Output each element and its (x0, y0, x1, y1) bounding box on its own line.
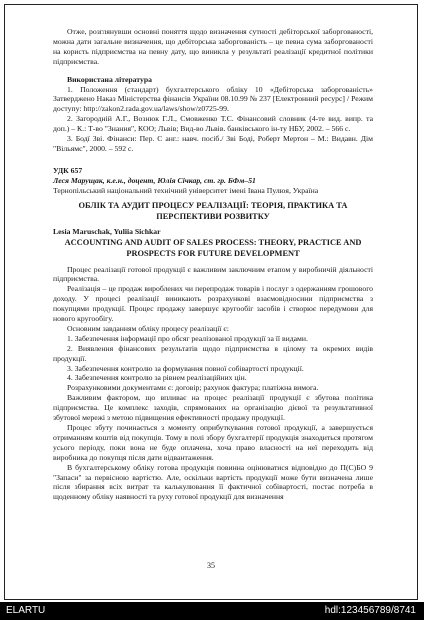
page-number: 35 (207, 561, 215, 570)
body-paragraph: В бухгалтерському обліку готова продукція повинна оцінюватися відповідно до П(С)БО 9 "Запаси" за первісною вартістю. Але, оскільки вартість продукції може бути визначена лише після збирання всіх витрат та калькулювання її фактичної собівартості, постає потреба в щоденному обліку наявності та руху готової продукції для визначення (53, 462, 373, 502)
body-paragraph: Процес збуту починається з моменту оприбуткування готової продукції, а завершується отриманням коштів від покупців. Тому в полі збору бухгалтерії продукція знаходиться протягом усього періоду, поки вона не буде оплачена, хоча право власності на неї переходить від виробника до покупця після дати відвантаження. (53, 423, 373, 462)
reference-item: 3. Бодї Зві. Фінанси: Пер. С анг.: навч. посіб./ Зві Боді, Роберт Мертон – М.: Видавн. Дім "Вільямс", 2000. – 592 с. (53, 134, 373, 153)
reference-item: 2. Загородній А.Г., Вознюк Г.Л., Смовженко Т.С. Фінансовий словник (4-те вид. випр. та доп.) – К.: Т-во "Знання", КОО; Львів; Вид-во Львів. банківського ін-ту НБУ, 2002. – 566 с. (53, 114, 373, 134)
intro-paragraph: Отже, розглянувши основні поняття щодо визначення сутності дебіторської заборгованості, можна дати загальне визначення, що дебіторська заборгованість – це певна сума заборгованості на користь підприємства на певну дату, що виникла у результаті реалізації кредитної політики підприємства. (53, 27, 373, 66)
body-paragraph: Процес реалізації готової продукції є важливим заключним етапом у виробничій діяльності підприємства. (53, 264, 373, 284)
document-page (5, 5, 417, 599)
body-paragraph: Розрахунковими документами є: договір; рахунок фактура; платіжна вимога. (67, 383, 319, 393)
title-ua: ОБЛІК ТА АУДИТ ПРОЦЕСУ РЕАЛІЗАЦІЇ: ТЕОРІЯ, ПРАКТИКА ТА ПЕРСПЕКТИВИ РОЗВИТКУ (78, 200, 348, 221)
references (53, 75, 373, 154)
body-list-item: 4. Забезпечення контролю за рівнем реалізаційних цін. (67, 373, 247, 383)
authors-ua: Леся Марущак, к.е.н., доцент, Юлія Січкар, ст. гр. БФм–51 (53, 175, 256, 185)
body-list-item: 1. Забезпечення інформації про обсяг реалізованої продукції за її видами. (67, 333, 308, 343)
footer-bar (0, 602, 424, 620)
body-paragraph: Реалізація – це продаж вироблених чи перепродаж товарів і послуг з одержанням грошового доходу. У процесі реалізації виникають розрахункові взаємовідносини підприємства з покупцями продукції. Процес продажу завершує кругообіг засобів і створює передумови для нового кругообігу. (53, 284, 373, 324)
body-list-item: 3. Забезпечення контролю за формування повної собівартості продукції. (67, 363, 304, 373)
reference-item: 1. Положення (стандарт) бухгалтерського обліку 10 «Дебіторська заборгованість» Затверджено Наказ Міністерства фінансів України 08.10.99 № 237 [Електронний ресурс] / Режим доступу: http://zakon2.rada.gov.ua/laws/show/z0725-99. (53, 84, 373, 114)
authors-en: Lesia Maruschak, Yuliia Sichkar (53, 226, 161, 236)
udc-code: УДК 657 (53, 165, 83, 175)
handle-id: hdl:123456789/8741 (324, 605, 416, 616)
body-list-item: 2. Виявлення фінансових результатів щодо підприємства в цілому та окремих видів продукції. (53, 343, 373, 363)
body-paragraph: Важливим фактором, що впливає на процес реалізації продукції є збутова політика підприємства. Це комплекс заходів, спрямованих на організацію дієвої та результативної збутової мережі з метою підвищення ефективності продажу продукції. (53, 393, 373, 423)
references-heading: Використана література (67, 74, 152, 84)
body-paragraph: Основним завданням обліку процесу реалізації є: (67, 323, 229, 333)
title-en: ACCOUNTING AND AUDIT OF SALES PROCESS: THEORY, PRACTICE AND PROSPECTS FOR FUTURE DEVELOPMENT (64, 237, 362, 258)
page-content (53, 27, 373, 502)
affiliation: Тернопільський національний технічний університет імені Івана Пулюя, Україна (53, 185, 319, 195)
repository-name: ELARTU (6, 605, 46, 616)
